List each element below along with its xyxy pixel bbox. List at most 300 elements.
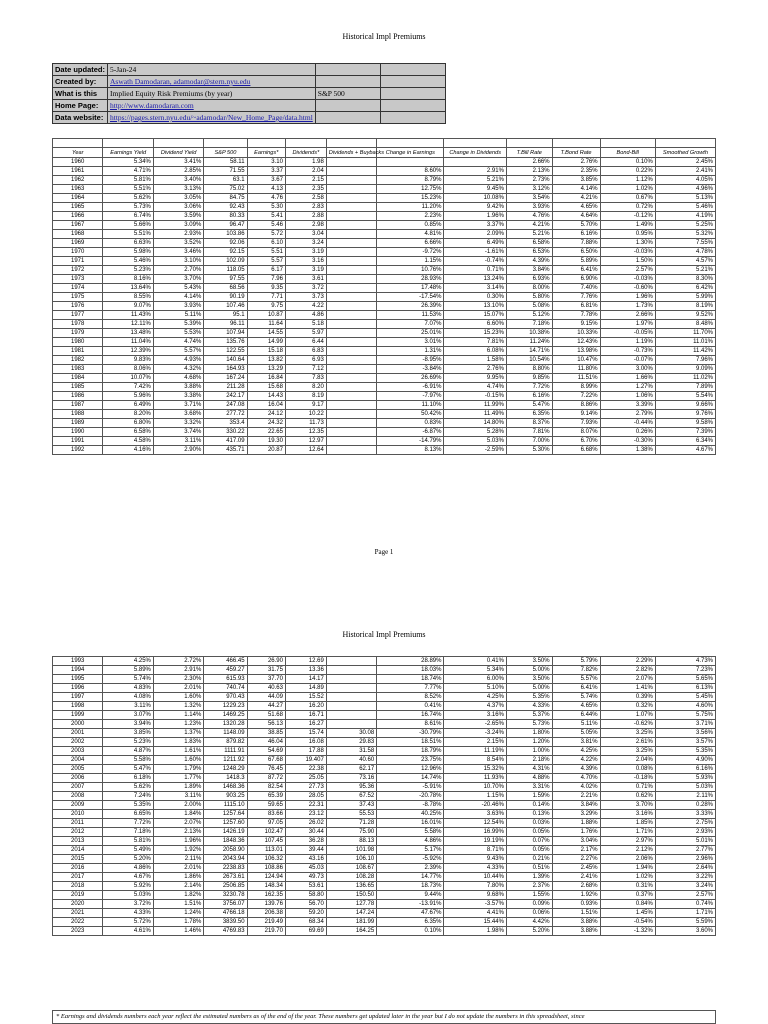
data-cell: 3.56% — [655, 729, 715, 738]
info-link[interactable]: https://pages.stern.nyu.edu/~adamodar/New_Home_Page/data.html — [110, 113, 313, 122]
data-cell: 1229.23 — [204, 702, 247, 711]
info-link[interactable]: Aswath Damodaran, adamodar@stern.nyu.edu — [110, 77, 251, 86]
info-link[interactable]: http://www.damodaran.com — [110, 101, 194, 110]
data-cell: 0.83% — [377, 419, 444, 428]
data-cell: 5.81% — [103, 176, 153, 185]
data-cell: 28.05 — [285, 792, 326, 801]
data-cell: 139.76 — [247, 900, 285, 909]
data-cell: 1.38% — [600, 446, 655, 455]
data-cell: 11.24% — [506, 338, 552, 347]
data-cell: 5.30% — [506, 446, 552, 455]
data-cell: 2.57% — [600, 266, 655, 275]
data-cell: 50.42% — [377, 410, 444, 419]
data-cell: 4.02% — [552, 783, 600, 792]
data-cell: 2.35 — [285, 185, 326, 194]
data-cell: 6.18% — [103, 774, 153, 783]
data-cell: 2.91% — [153, 666, 203, 675]
data-cell: 15.23% — [377, 194, 444, 203]
data-cell: 2.30% — [153, 675, 203, 684]
data-cell: 2.11% — [655, 792, 715, 801]
page1-title: Historical Impl Premiums — [342, 32, 426, 41]
data-cell: 4.39% — [552, 765, 600, 774]
data-cell: 107.46 — [204, 302, 247, 311]
table-row — [53, 257, 716, 266]
data-cell: 2.85% — [153, 167, 203, 176]
data-cell: 5.62% — [103, 194, 153, 203]
data-cell: 330.22 — [204, 428, 247, 437]
data-cell: -0.12% — [600, 212, 655, 221]
year-cell: 1960 — [53, 158, 103, 167]
data-cell: 16.74% — [377, 711, 444, 720]
data-cell: 6.49% — [444, 239, 506, 248]
data-cell: -30.79% — [377, 729, 444, 738]
data-cell: 615.93 — [204, 675, 247, 684]
data-cell: 1.07% — [600, 711, 655, 720]
data-cell: 3.10% — [153, 257, 203, 266]
data-cell: 2.13% — [153, 828, 203, 837]
data-cell: 6.17 — [247, 266, 285, 275]
data-cell: 8.07% — [552, 428, 600, 437]
data-cell: 4.21% — [552, 194, 600, 203]
data-cell: 5.37% — [506, 711, 552, 720]
data-cell: 9.95% — [444, 374, 506, 383]
data-cell: 0.41% — [377, 702, 444, 711]
table-row — [53, 203, 716, 212]
data-cell: 3.11% — [153, 437, 203, 446]
data-cell — [326, 347, 376, 356]
year-cell: 2008 — [53, 792, 103, 801]
data-cell: 8.20% — [103, 410, 153, 419]
data-cell: -0.03% — [600, 248, 655, 257]
data-cell: 124.94 — [247, 873, 285, 882]
data-cell — [326, 212, 376, 221]
data-cell: 1.71% — [600, 828, 655, 837]
data-cell: 1.85% — [600, 819, 655, 828]
data-cell: 5.03% — [444, 437, 506, 446]
data-cell: 68.34 — [285, 918, 326, 927]
year-cell: 1998 — [53, 702, 103, 711]
data-cell: 5.34% — [444, 666, 506, 675]
year-cell: 2022 — [53, 918, 103, 927]
year-cell: 1976 — [53, 302, 103, 311]
data-cell: 7.72% — [103, 819, 153, 828]
data-cell: -1.32% — [600, 927, 655, 936]
year-cell: 1981 — [53, 347, 103, 356]
data-cell: 65.39 — [247, 792, 285, 801]
data-cell: 6.41% — [552, 266, 600, 275]
data-cell: 2.45% — [655, 158, 715, 167]
data-cell: -0.05% — [600, 329, 655, 338]
data-cell: 4.33% — [444, 864, 506, 873]
data-cell: 2.66% — [600, 311, 655, 320]
data-cell — [326, 446, 376, 455]
data-cell: 4.25% — [444, 693, 506, 702]
data-cell: 6.35% — [377, 918, 444, 927]
data-cell: 3.81% — [552, 738, 600, 747]
data-cell: 87.72 — [247, 774, 285, 783]
data-cell: 4.05% — [655, 176, 715, 185]
data-cell: 5.98% — [103, 248, 153, 257]
data-cell: 108.86 — [247, 864, 285, 873]
data-cell: 1.73% — [600, 302, 655, 311]
data-cell: 95.1 — [204, 311, 247, 320]
data-cell: 12.69 — [285, 657, 326, 666]
data-cell: 5.92% — [103, 882, 153, 891]
data-cell: 9.14% — [552, 410, 600, 419]
data-cell: 88.13 — [326, 837, 376, 846]
data-cell: 2.66% — [506, 158, 552, 167]
data-cell: 4.42% — [506, 918, 552, 927]
data-cell: 1.19% — [600, 338, 655, 347]
table-row — [53, 738, 716, 747]
data-cell: 1.49% — [600, 221, 655, 230]
data-cell: -5.91% — [377, 783, 444, 792]
table-row — [53, 167, 716, 176]
year-cell: 2013 — [53, 837, 103, 846]
data-cell: 4.86 — [285, 311, 326, 320]
data-cell: 4.73% — [655, 657, 715, 666]
data-cell: 206.38 — [247, 909, 285, 918]
data-cell: 3.11% — [153, 792, 203, 801]
data-cell: 1.77% — [153, 774, 203, 783]
data-cell: 9.07% — [103, 302, 153, 311]
data-cell — [326, 230, 376, 239]
data-cell: 5.43% — [153, 284, 203, 293]
data-cell — [326, 702, 376, 711]
data-cell: 5.18 — [285, 320, 326, 329]
data-cell: 10.47% — [552, 356, 600, 365]
data-cell: 5.23% — [103, 266, 153, 275]
data-cell: 0.21% — [506, 855, 552, 864]
data-cell: 1.23% — [153, 720, 203, 729]
data-cell: 8.30% — [655, 275, 715, 284]
data-cell: 5.21% — [655, 266, 715, 275]
data-cell: 5.13% — [655, 194, 715, 203]
data-cell: 1.92% — [552, 891, 600, 900]
data-cell: 5.47% — [103, 765, 153, 774]
data-cell: 3.41% — [153, 158, 203, 167]
year-cell: 2006 — [53, 774, 103, 783]
data-cell: 2.97% — [600, 837, 655, 846]
data-cell: 5.03% — [655, 783, 715, 792]
data-cell: 0.05% — [506, 846, 552, 855]
data-cell: 1.98% — [444, 927, 506, 936]
data-cell: 4.21% — [506, 221, 552, 230]
data-cell: 1.97% — [600, 320, 655, 329]
data-cell — [326, 293, 376, 302]
data-cell: 4.81% — [377, 230, 444, 239]
table-row — [53, 729, 716, 738]
column-header: Earnings* — [247, 148, 285, 158]
data-cell: 5.30 — [247, 203, 285, 212]
data-cell — [326, 383, 376, 392]
data-cell: 37.70 — [247, 675, 285, 684]
data-cell: 0.08% — [600, 765, 655, 774]
data-cell: 3756.07 — [204, 900, 247, 909]
data-cell: 1.02% — [600, 185, 655, 194]
data-cell: 10.87 — [247, 311, 285, 320]
info-value: 5-Jan-24 — [108, 64, 316, 76]
data-cell: 3.19 — [285, 248, 326, 257]
year-cell: 1984 — [53, 374, 103, 383]
data-cell: 1469.25 — [204, 711, 247, 720]
data-cell: 135.76 — [204, 338, 247, 347]
data-cell: 8.13% — [377, 446, 444, 455]
year-cell: 2002 — [53, 738, 103, 747]
data-cell: 2.96% — [655, 855, 715, 864]
data-cell: 1.89% — [153, 783, 203, 792]
data-cell: 5.81% — [103, 837, 153, 846]
data-cell: 12.64 — [285, 446, 326, 455]
year-cell: 2011 — [53, 819, 103, 828]
data-cell: 67.52 — [326, 792, 376, 801]
data-cell: 1111.91 — [204, 747, 247, 756]
table-row — [53, 275, 716, 284]
data-cell: 9.52% — [655, 311, 715, 320]
data-cell: 0.09% — [506, 900, 552, 909]
data-cell: 68.56 — [204, 284, 247, 293]
data-cell: 2.93% — [655, 828, 715, 837]
data-cell: 2.72% — [153, 657, 203, 666]
info-key: Home Page: — [53, 100, 108, 112]
year-cell: 1979 — [53, 329, 103, 338]
data-cell: 3.57% — [655, 738, 715, 747]
table-row — [53, 684, 716, 693]
info-value — [108, 100, 316, 112]
data-cell: 4.65% — [552, 203, 600, 212]
year-cell: 1986 — [53, 392, 103, 401]
table-row — [53, 338, 716, 347]
data-cell: 6.66% — [377, 239, 444, 248]
data-cell: 0.05% — [506, 828, 552, 837]
header-row — [53, 148, 716, 158]
data-cell: 1320.28 — [204, 720, 247, 729]
data-cell: 18.51% — [377, 738, 444, 747]
year-cell: 1985 — [53, 383, 103, 392]
data-cell: 5.41 — [247, 212, 285, 221]
data-cell: 7.96 — [247, 275, 285, 284]
data-cell: 5.53% — [153, 329, 203, 338]
data-cell: 11.04% — [103, 338, 153, 347]
table-row — [53, 819, 716, 828]
data-cell: -3.57% — [444, 900, 506, 909]
data-cell: 6.80% — [103, 419, 153, 428]
year-cell: 1978 — [53, 320, 103, 329]
data-cell: 0.93% — [552, 900, 600, 909]
data-cell: 3.84% — [552, 801, 600, 810]
data-cell: 0.10% — [377, 927, 444, 936]
data-cell: 10.54% — [506, 356, 552, 365]
data-cell: 19.30 — [247, 437, 285, 446]
data-cell: 8.79% — [377, 176, 444, 185]
data-cell: 1848.36 — [204, 837, 247, 846]
data-cell: 107.45 — [247, 837, 285, 846]
column-header: Dividends + Buybacks — [326, 148, 376, 158]
table-row — [53, 657, 716, 666]
data-cell: 417.09 — [204, 437, 247, 446]
data-cell: 5.03% — [103, 891, 153, 900]
data-cell: 76.45 — [247, 765, 285, 774]
data-cell: 38.85 — [247, 729, 285, 738]
data-cell: 30.44 — [285, 828, 326, 837]
data-cell: 5.35% — [103, 801, 153, 810]
data-cell: 5.00% — [506, 666, 552, 675]
data-cell: 3.72% — [103, 900, 153, 909]
data-cell: 22.38 — [285, 765, 326, 774]
info-extra: S&P 500 — [315, 88, 380, 100]
table-row — [53, 320, 716, 329]
data-cell: 2.76% — [552, 158, 600, 167]
data-cell: 5.11% — [153, 311, 203, 320]
data-cell: 6.00% — [444, 675, 506, 684]
table-row — [53, 248, 716, 257]
data-cell: 17.88 — [285, 747, 326, 756]
data-cell: 7.81% — [506, 428, 552, 437]
data-cell: 0.67% — [600, 194, 655, 203]
table-row — [53, 311, 716, 320]
data-cell: 5.54% — [655, 392, 715, 401]
data-cell: 5.20% — [103, 855, 153, 864]
data-cell: 4.31% — [506, 765, 552, 774]
data-cell: 0.06% — [506, 909, 552, 918]
data-cell: 3.22% — [655, 873, 715, 882]
data-cell: 8.48% — [655, 320, 715, 329]
data-cell: 3.11% — [103, 702, 153, 711]
data-cell: 7.23% — [655, 666, 715, 675]
data-cell: 30.08 — [326, 729, 376, 738]
data-cell: 37.43 — [326, 801, 376, 810]
data-cell: 164.93 — [204, 365, 247, 374]
data-cell: 3.25% — [600, 729, 655, 738]
data-cell: 1.32% — [153, 702, 203, 711]
data-cell: 903.25 — [204, 792, 247, 801]
year-cell: 1975 — [53, 293, 103, 302]
data-cell: 140.64 — [204, 356, 247, 365]
data-cell: 2.07% — [153, 819, 203, 828]
year-cell: 2014 — [53, 846, 103, 855]
data-cell: 1468.36 — [204, 783, 247, 792]
info-key: What is this — [53, 88, 108, 100]
data-cell: 59.20 — [285, 909, 326, 918]
data-cell: 2.09% — [444, 230, 506, 239]
table-row — [53, 756, 716, 765]
info-value — [108, 112, 316, 124]
data-cell: 3.50% — [506, 675, 552, 684]
data-cell: 3.52% — [153, 239, 203, 248]
data-cell: 2.90% — [153, 446, 203, 455]
data-cell: 6.53% — [506, 248, 552, 257]
data-cell: 0.51% — [506, 864, 552, 873]
data-cell: 3.93% — [506, 203, 552, 212]
data-cell: 7.18% — [506, 320, 552, 329]
data-cell: 4.90% — [655, 756, 715, 765]
data-cell: 1.59% — [506, 792, 552, 801]
data-cell: 0.31% — [600, 882, 655, 891]
data-cell: 3.74% — [153, 428, 203, 437]
data-cell: 14.80% — [444, 419, 506, 428]
data-cell: 4.65% — [552, 702, 600, 711]
data-cell: 1.51% — [153, 900, 203, 909]
data-cell: 6.90% — [552, 275, 600, 284]
data-cell — [326, 167, 376, 176]
data-cell: 2.14% — [153, 882, 203, 891]
table-row — [53, 212, 716, 221]
data-cell: 31.75 — [247, 666, 285, 675]
data-cell: 17.48% — [377, 284, 444, 293]
data-cell: 14.55 — [247, 329, 285, 338]
data-cell: 459.27 — [204, 666, 247, 675]
data-cell: 3.37 — [247, 167, 285, 176]
data-cell: 107.94 — [204, 329, 247, 338]
data-cell: 3.50% — [506, 657, 552, 666]
year-cell: 1988 — [53, 410, 103, 419]
data-cell: 4.67% — [103, 873, 153, 882]
data-cell: 2.29% — [600, 657, 655, 666]
year-cell: 1991 — [53, 437, 103, 446]
data-cell: 8.54% — [444, 756, 506, 765]
data-cell — [326, 239, 376, 248]
data-cell: 55.53 — [326, 810, 376, 819]
data-cell: 16.99% — [444, 828, 506, 837]
data-cell: 0.03% — [506, 819, 552, 828]
data-cell: 1.50% — [600, 257, 655, 266]
data-cell: 7.82% — [552, 666, 600, 675]
data-cell: 92.06 — [204, 239, 247, 248]
year-cell: 1989 — [53, 419, 103, 428]
column-header: T.Bill Rate — [506, 148, 552, 158]
data-cell: 1.06% — [600, 392, 655, 401]
data-cell: 1.41% — [600, 684, 655, 693]
data-cell: 8.20 — [285, 383, 326, 392]
footnote: * Earnings and dividends numbers each year reflect the estimated numbers as of the end of the year. These numbers get updated later in the year but I do not update the numbers in this spreadsheet, since — [52, 1010, 716, 1024]
data-cell: 56.13 — [247, 720, 285, 729]
data-cell: 13.29 — [247, 365, 285, 374]
data-cell: 4.78% — [655, 248, 715, 257]
data-cell: 9.45% — [444, 185, 506, 194]
data-cell: 102.09 — [204, 257, 247, 266]
data-cell: 8.99% — [552, 383, 600, 392]
data-cell: 148.34 — [247, 882, 285, 891]
data-cell: 3.94% — [103, 720, 153, 729]
data-cell: 22.31 — [285, 801, 326, 810]
data-cell: 11.01% — [655, 338, 715, 347]
data-cell: 3.73 — [285, 293, 326, 302]
data-cell: 5.74% — [103, 675, 153, 684]
data-cell: 0.41% — [444, 657, 506, 666]
data-cell: 1.83% — [153, 738, 203, 747]
data-cell: 9.76% — [655, 410, 715, 419]
data-cell: 5.11% — [552, 720, 600, 729]
data-cell: 4.14% — [153, 293, 203, 302]
data-cell: 26.90 — [247, 657, 285, 666]
data-cell: 2.57% — [655, 891, 715, 900]
info-extra — [315, 100, 380, 112]
data-cell: 5.17% — [377, 846, 444, 855]
data-cell: -0.18% — [600, 774, 655, 783]
data-cell — [326, 275, 376, 284]
data-cell: 1.31% — [377, 347, 444, 356]
year-cell: 2001 — [53, 729, 103, 738]
data-cell: 2.39% — [377, 864, 444, 873]
data-cell: 11.64 — [247, 320, 285, 329]
data-cell: -2.59% — [444, 446, 506, 455]
data-cell: 1.71% — [655, 909, 715, 918]
data-cell: 3.59% — [153, 212, 203, 221]
data-cell: 36.28 — [285, 837, 326, 846]
data-cell: 11.02% — [655, 374, 715, 383]
data-cell: 5.34% — [103, 158, 153, 167]
table-row — [53, 158, 716, 167]
